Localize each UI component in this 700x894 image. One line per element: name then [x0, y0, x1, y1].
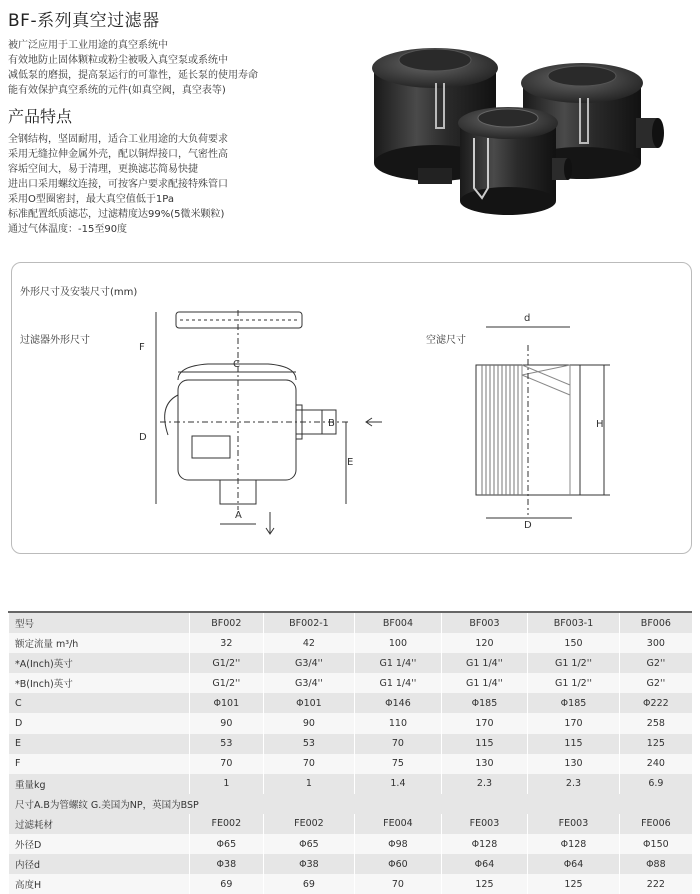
table-cell: 69 — [263, 874, 355, 894]
features-list — [8, 132, 308, 237]
dim-C: C — [233, 359, 240, 370]
table-note-row — [9, 794, 693, 814]
table-cell: Φ64 — [528, 854, 620, 874]
intro-line: 被广泛应用于工业用途的真空系统中 — [8, 40, 168, 51]
table-cell: FE003 — [441, 814, 528, 834]
table-cell: 130 — [441, 754, 528, 774]
table-cell: 170 — [528, 713, 620, 733]
dim-A: A — [235, 510, 242, 521]
table-cell: 100 — [355, 633, 442, 653]
feature-item: 通过气体温度：-15至90度 — [8, 224, 128, 235]
table-cell: D — [9, 713, 190, 733]
filter-front-small — [458, 107, 572, 215]
table-cell: 70 — [263, 754, 355, 774]
filter-dimension-label: 过滤器外形尺寸 — [20, 335, 90, 346]
table-cell: FE002 — [190, 814, 264, 834]
intro-line: 能有效保护真空系统的元件(如真空阀，真空表等) — [8, 85, 226, 96]
table-cell: Φ146 — [355, 693, 442, 713]
table-cell: *B(Inch)英寸 — [9, 673, 190, 693]
table-cell: Φ185 — [441, 693, 528, 713]
table-cell: F — [9, 754, 190, 774]
table-cell: Φ150 — [619, 834, 692, 854]
element-dimension-label: 空滤尺寸 — [426, 335, 466, 346]
table-cell: G1/2'' — [190, 673, 264, 693]
table-cell: 90 — [190, 713, 264, 733]
table-cell: 120 — [441, 633, 528, 653]
table-cell: BF004 — [355, 612, 442, 633]
table-row — [9, 834, 693, 854]
table-cell: 6.9 — [619, 774, 692, 794]
table-cell: 125 — [528, 874, 620, 894]
table-cell: 53 — [263, 734, 355, 754]
intro-line: 减低泵的磨损，提高泵运行的可靠性，延长泵的使用寿命 — [8, 70, 258, 81]
table-cell: 170 — [441, 713, 528, 733]
table-cell: G1 1/2'' — [528, 673, 620, 693]
filter-outline-drawing — [120, 300, 410, 545]
feature-item: 标准配置纸质滤芯，过滤精度达99%(5微米颗粒) — [8, 209, 225, 220]
table-cell: G1 1/4'' — [441, 653, 528, 673]
table-header-row — [9, 612, 693, 633]
table-cell: G1/2'' — [190, 653, 264, 673]
table-cell: FE006 — [619, 814, 692, 834]
drawing-heading: 外形尺寸及安装尺寸(mm) — [20, 287, 138, 298]
table-cell: G1 1/4'' — [355, 653, 442, 673]
table-cell: 70 — [190, 754, 264, 774]
page-title: BF-系列真空过滤器 — [8, 11, 160, 31]
table-cell: 70 — [355, 734, 442, 754]
product-photo — [368, 28, 693, 228]
feature-item: 全钢结构，坚固耐用，适合工业用途的大负荷要求 — [8, 134, 228, 145]
table-cell: 125 — [441, 874, 528, 894]
table-cell: G3/4'' — [263, 673, 355, 693]
table-row — [9, 854, 693, 874]
table-cell: BF002-1 — [263, 612, 355, 633]
table-cell: E — [9, 734, 190, 754]
feature-item: 进出口采用螺纹连接，可按客户要求配接特殊管口 — [8, 179, 228, 190]
table-cell: G1 1/4'' — [355, 673, 442, 693]
table-cell: 300 — [619, 633, 692, 653]
table-cell: 2.3 — [441, 774, 528, 794]
intro-text — [8, 38, 308, 98]
dim-H: H — [596, 419, 604, 430]
dim-F: F — [139, 342, 145, 353]
table-cell: G2'' — [619, 673, 692, 693]
table-cell: FE004 — [355, 814, 442, 834]
table-cell: 53 — [190, 734, 264, 754]
table-cell: 重量kg — [9, 774, 190, 794]
table-cell: Φ101 — [190, 693, 264, 713]
table-row — [9, 814, 693, 834]
intro-line: 有效地防止固体颗粒或粉尘被吸入真空泵或系统中 — [8, 55, 228, 66]
table-cell: 过滤耗材 — [9, 814, 190, 834]
table-cell: FE002 — [263, 814, 355, 834]
table-cell: 型号 — [9, 612, 190, 633]
features-title: 产品特点 — [8, 107, 73, 126]
table-row — [9, 734, 693, 754]
table-cell: Φ98 — [355, 834, 442, 854]
dim-B: B — [328, 418, 335, 429]
table-cell: BF003-1 — [528, 612, 620, 633]
table-cell: BF003 — [441, 612, 528, 633]
table-cell: 75 — [355, 754, 442, 774]
table-cell: 外径D — [9, 834, 190, 854]
table-cell: G2'' — [619, 653, 692, 673]
table-cell: G1 1/2'' — [528, 653, 620, 673]
table-cell: 额定流量 m³/h — [9, 633, 190, 653]
table-cell: 1 — [263, 774, 355, 794]
table-cell: Φ65 — [263, 834, 355, 854]
table-row — [9, 713, 693, 733]
table-cell: 1 — [190, 774, 264, 794]
table-cell: *A(Inch)英寸 — [9, 653, 190, 673]
table-cell: FE003 — [528, 814, 620, 834]
table-cell: 高度H — [9, 874, 190, 894]
table-cell: Φ38 — [190, 854, 264, 874]
table-cell: C — [9, 693, 190, 713]
table-cell: 内径d — [9, 854, 190, 874]
table-cell: Φ38 — [263, 854, 355, 874]
table-cell: Φ128 — [441, 834, 528, 854]
table-cell: 90 — [263, 713, 355, 733]
table-row — [9, 754, 693, 774]
table-row — [9, 693, 693, 713]
table-cell: 2.3 — [528, 774, 620, 794]
table-cell: 42 — [263, 633, 355, 653]
table-cell: 115 — [441, 734, 528, 754]
feature-item: 采用O型圈密封，最大真空值低于1Pa — [8, 194, 174, 205]
dim-E: E — [347, 457, 354, 468]
table-cell: 240 — [619, 754, 692, 774]
feature-item: 容垢空间大，易于清理，更换滤芯简易快捷 — [8, 164, 198, 175]
dim-D-element: D — [524, 520, 532, 531]
table-cell: Φ64 — [441, 854, 528, 874]
dim-d: d — [524, 313, 531, 324]
table-cell: G3/4'' — [263, 653, 355, 673]
table-cell: 69 — [190, 874, 264, 894]
table-cell: Φ65 — [190, 834, 264, 854]
spec-table — [8, 611, 692, 894]
table-cell: 70 — [355, 874, 442, 894]
table-row — [9, 633, 693, 653]
table-cell: 222 — [619, 874, 692, 894]
table-cell: 115 — [528, 734, 620, 754]
table-cell: Φ88 — [619, 854, 692, 874]
table-row — [9, 874, 693, 894]
table-cell: G1 1/4'' — [441, 673, 528, 693]
table-cell: Φ101 — [263, 693, 355, 713]
table-note: 尺寸A.B为管螺纹 G.美国为NP，英国为BSP — [9, 794, 693, 814]
table-cell: Φ222 — [619, 693, 692, 713]
table-cell: BF006 — [619, 612, 692, 633]
feature-item: 采用无缝拉伸金属外壳，配以铜焊接口，气密性高 — [8, 149, 228, 160]
table-cell: 32 — [190, 633, 264, 653]
table-row — [9, 673, 693, 693]
table-cell: 150 — [528, 633, 620, 653]
table-row — [9, 774, 693, 794]
table-cell: 258 — [619, 713, 692, 733]
table-cell: 110 — [355, 713, 442, 733]
table-cell: 125 — [619, 734, 692, 754]
table-cell: Φ185 — [528, 693, 620, 713]
dim-D: D — [139, 432, 147, 443]
table-row — [9, 653, 693, 673]
table-cell: 1.4 — [355, 774, 442, 794]
table-cell: Φ60 — [355, 854, 442, 874]
table-cell: Φ128 — [528, 834, 620, 854]
table-cell: 130 — [528, 754, 620, 774]
table-cell: BF002 — [190, 612, 264, 633]
